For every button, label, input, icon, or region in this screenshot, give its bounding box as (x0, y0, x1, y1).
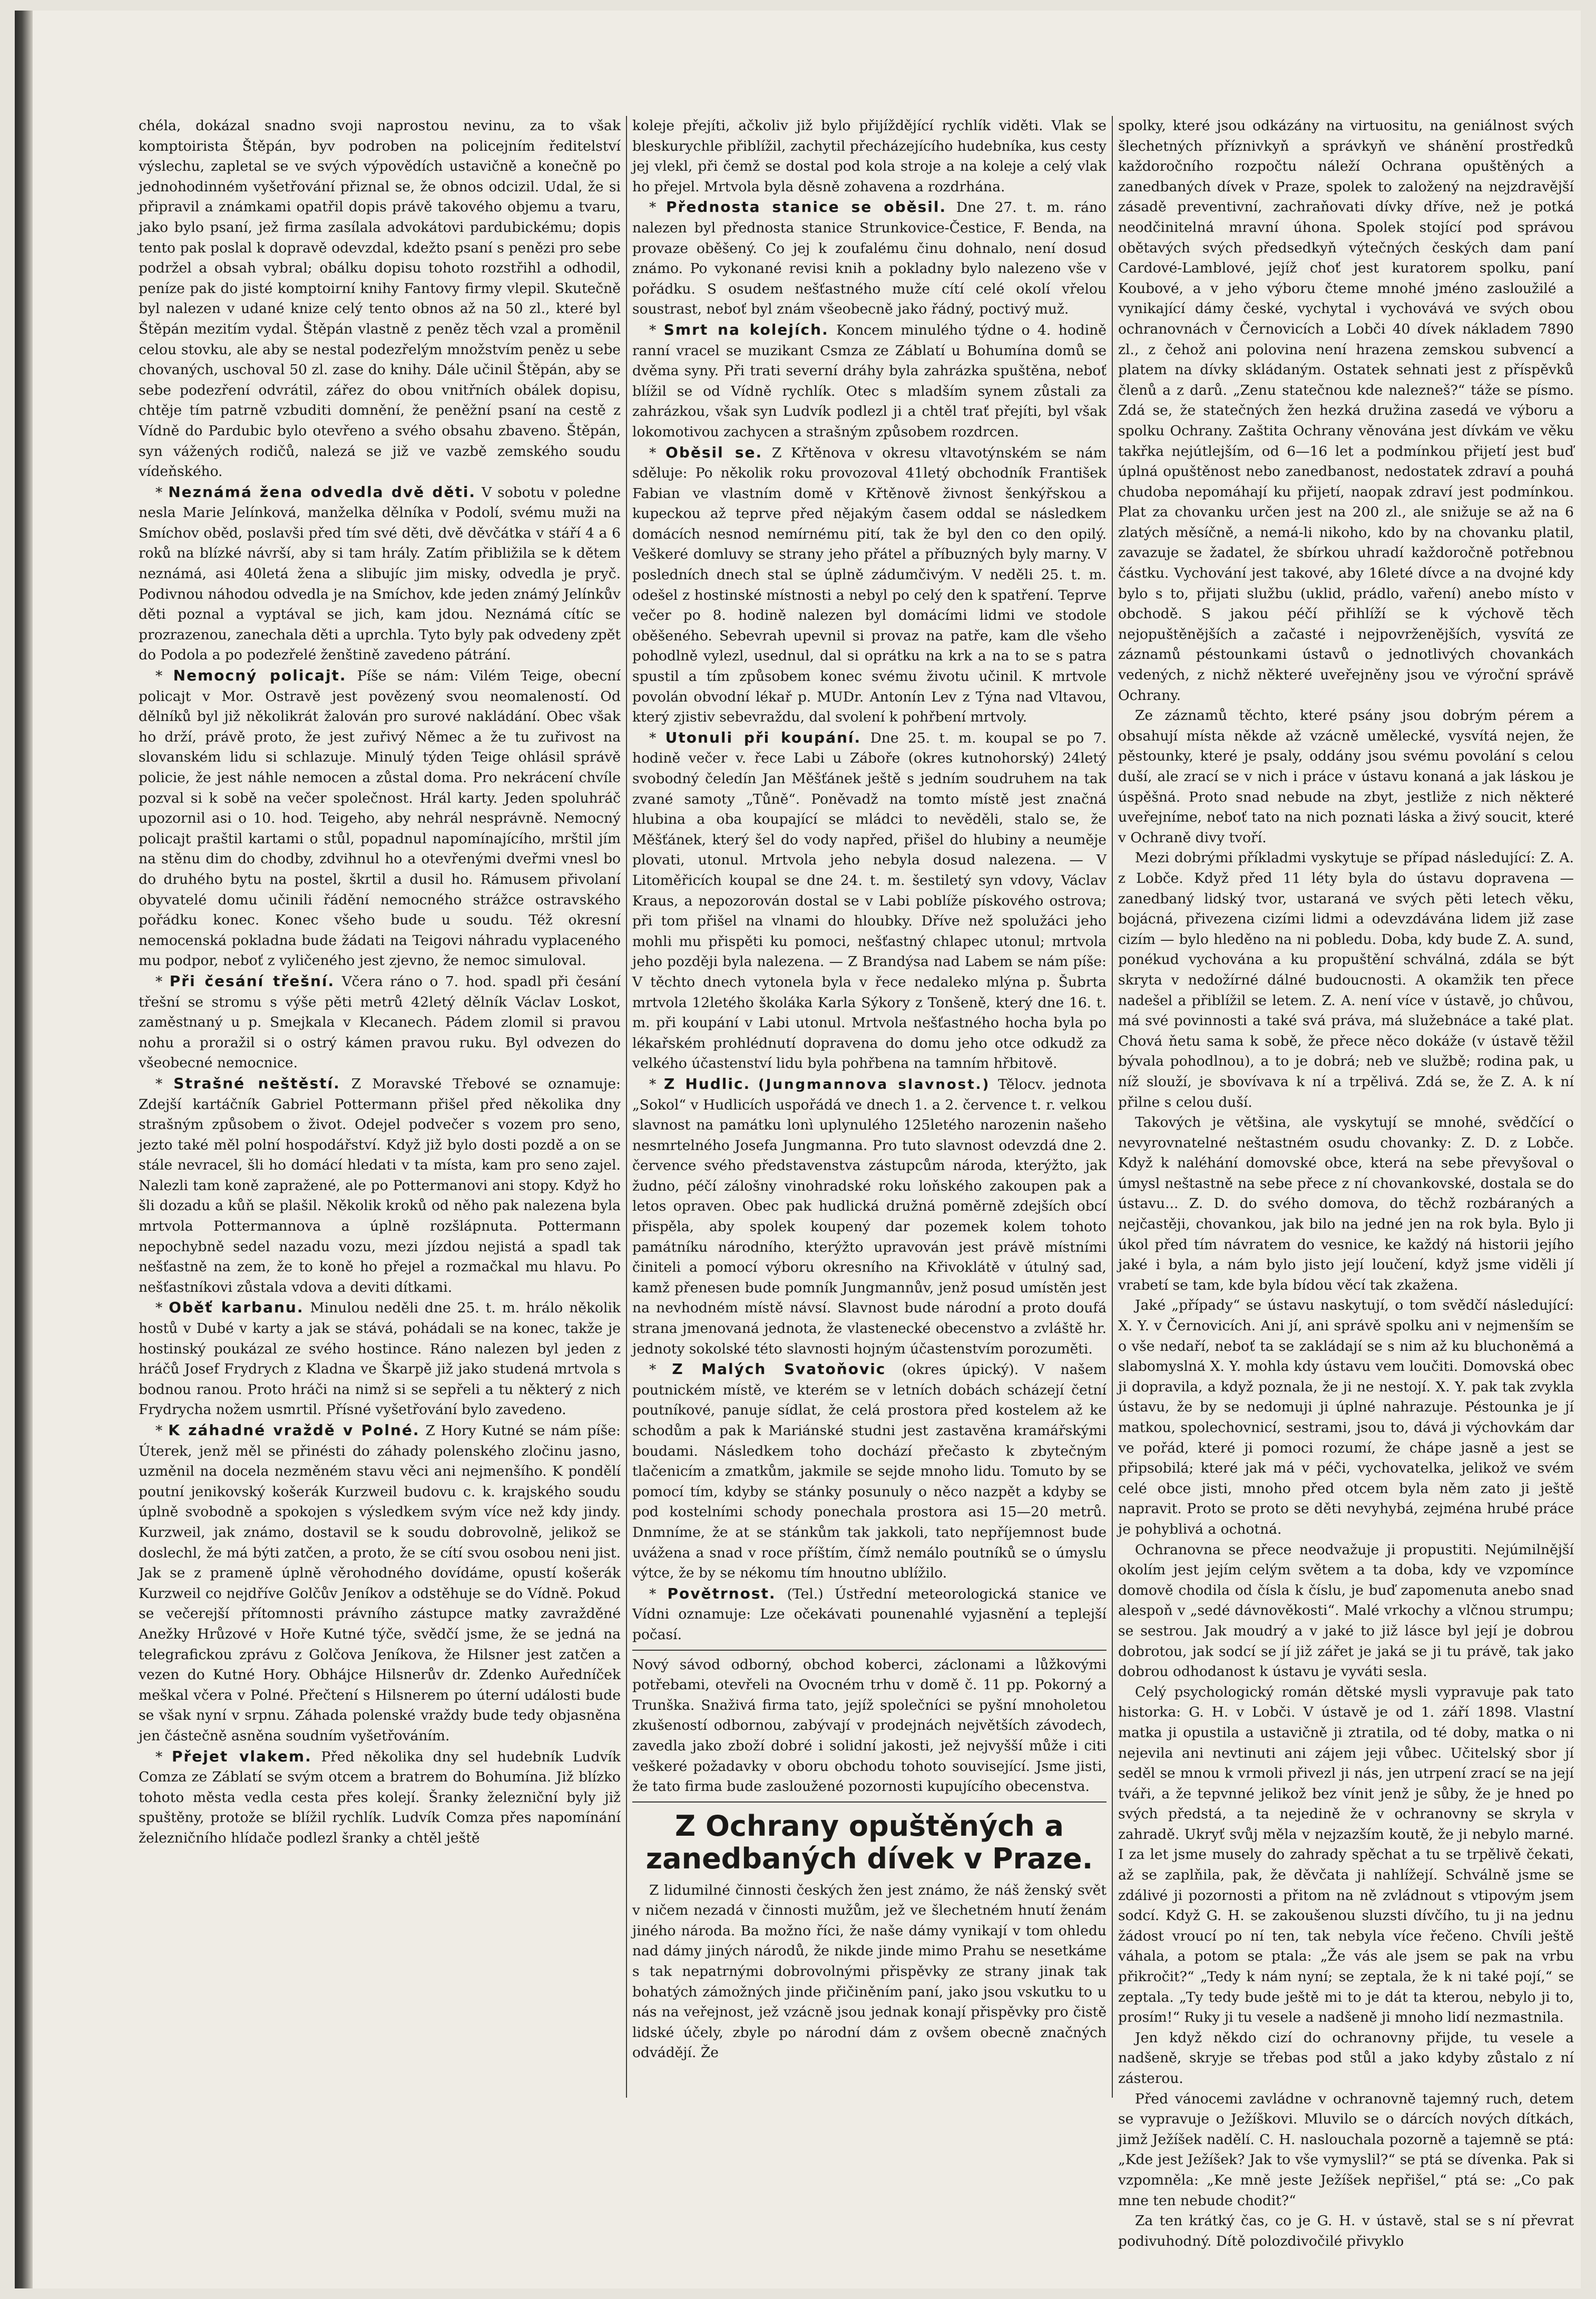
article-heading: Povětrnost. (667, 1584, 776, 1602)
article-paragraph: Ze záznamů těchto, které psány jsou dobrým pérem a obsahují místa někde až vzácně umělecké, vysvítá nejen, že pěstounky, které je psaly, oddány jsou svému povolání s celou duší, ale zrací se v nich i práce v ústavu konaná a jak láskou je úspěšná. Proto snad nebude na zbyt, jestliže z nich některé uveřejníme, neboť tato na nich poznati láska a živý soucit, které v Ochraně divy tvoří. (1118, 707, 1574, 846)
article-paragraph: * Z Malých Svatoňovic (okres úpický). V našem poutnickém místě, ve kterém se v letních dobách scházejí četní poutníkové, panuje sídlat, že celá prostora před kostelem až ke schodům a pak k Mariánské studni jest zastavěna kramářskými boudami. Následkem toho dochází přečasto k zbytečným tlačenicím a zmatkům, jakmile se sejde mnoho lidu. Tomuto by se pomocí tím, kdyby se stánky posunuly o něco nazpět a kdyby se pod kostelními schody ponechala prostora asi 15—20 metrů. Dnmníme, že at se stánkům tak jakkoli, tato nepříjemnost bude uvážena a snad v roce příštím, čímž nemálo poutníků se o úmyslu výtce, že by se nékomu tím hnoutno ublížilo. (632, 1360, 1107, 1582)
article-heading: Při česání třešní. (169, 972, 335, 990)
article-paragraph: * Z Hudlic. (Jungmannova slavnost.) Tělocv. jednota „Sokol“ v Hudlicích uspořádá ve dnech 1. a 2. července t. r. velkou slavnost na památku lonì uplynulého 125letého narozenin našeho nesmrtelného Josefa Jungmanna. Pro tuto slavnost odevzdá dne 2. července svého představenstva zástupcům národa, kterýžto, jak žudno, péčí zálošny vinohradské roku loňského zakoupen pak a letos opraven. Obec pak hudlická družná poměrně zdejších obcí přispěla, aby spolek koupený dar pozemek kolem tohoto památníku národního, kterýžto upravován jest právě místními činiteli a pomocí výboru okresního na Křivoklátě v útulný sad, kamž přenesen bude pomník Jungmannův, jenž posud umístěn jest na nevhodném místě návsí. Slavnost bude národní a proto doufá strana jmenovaná jednota, že vlastenecké obecenstvo a zvláště hr. jednoty sokolské této slavnosti hojným účastenstvím porozuměti. (632, 1075, 1107, 1357)
article-paragraph: Celý psychologický román dětské mysli vypravuje pak tato historka: G. H. v Lobči. V ústavě je od 1. září 1898. Vlastní matka ji opustila a ustavičně ji ztratila, od té doby, matka o ni nejevila ani nevtinuti ani zájem jeji vůbec. Učitelský sbor jí seděl se mnou k vrmoli přivezl ji nás, jen utrpení zrací se na její tváři, a že tepvnné jelikož bez vínit jenž je sůby, že je hned po svých předstá, a ta nejedině že v ochranovny se skryla v zahradě. Ukryť svůj měla v nejzazším koutě, že ji nebylo marné. I za let jsme musely do zahrady spěchat a tu se trpělivě čekati, až se zaplňila, pak, že děvčata ji nahlížejí. Schválně jsme se zdálivé ji pozornosti a přitom na ně zvládnout s vtipovým jsem sodcí. Když G. H. se zakoušenou sluzsti dívčího, tu ji na jednu žádost vroucí po ní ten, tak nebyla více řečeno. Chvíli ještě váhala, a potom se ptala: „Že vás ale jsem se pak na vrbu přikročit?“ „Tedy k nám nyní; se zeptala, že k ni také pojí,“ se zeptala. „Ty tedy bude ještě mi to je dát ta kterou, nebylo ji to, prosím!“ Ruky ji tu vesele a nadšeně ji mnoho lidí nezmastnila. (1118, 1683, 1574, 2026)
article-heading: Nemocný policajt. (173, 667, 347, 685)
article-heading: Přednosta stanice se oběsil. (665, 198, 947, 216)
article-paragraph: spolky, které jsou odkázány na virtuositu, na geniálnost svých šlechetných příznivkyň a správkyň ve shánění prostředků každoročního rozpočtu náleží Ochrana opuštěných a zanedbaných dívek v Praze, spolek to založený na nejzdravější zásadě preventivní, zachraňovati dívky dříve, než je potká neodčinitelná mravní úhona. Spolek stojící pod správou obětavých svých předsedkyň výtečných českých dam paní Cardové-Lamblové, jejíž choť jest kuratorem spolku, paní Koubové, a v jeho výboru čteme mnohé jméno zasloužilé a vynikající dámy české, vychytal i vychovává ve svých obou ochranovnách v Černovicích a Lobči 40 dívek nákladem 7890 zl., z čehož ani polovina není hrazena zemskou subvencí a platem na dívky skládaným. Ostatek sehnati jest z příspěvků členů a z darů. „Zenu statečnou kde nalezneš?“ táže se písmo. Zdá se, že statečných žen hezká družina zasedá ve výboru a spolku Ochrany. Zaštita Ochrany věnována jest dívkám ve věku takřka nejútlejším, od 6—16 let a podmínkou přijetí jest buď úplná opuštěnost nebo zanedbanost, nedostatek zdraví a pouhá chudoba nepomáhají ku přijetí, naopak zdraví jest podmínkou. Plat za chovanku určen jest na 200 zl., ale snižuje se až na 6 zlatých měsíčně, a nemá-li nikoho, kdo by na chovanku platil, zavazuje se žadatel, že sbírkou uhradí každoročně potřebnou částku. Vychování jest takové, aby 16leté dívce a na dvojné kdy bylo s to, přijati službu (uklid, prádlo, vaření) anebo místo v obchodě. S jakou péčí přihlíží se k výchově těch nejopuštěnějších a začasté i nejpovrženějších, vysvítá ze záznamů péstounkami ústavů o jednotlivých chovankách vedených, z nichž některé uveřejněny jsou ve výroční správě Ochrany. (1118, 118, 1574, 704)
article-heading: Neznámá žena odvedla dvě děti. (168, 483, 476, 501)
article-paragraph: * Přednosta stanice se oběsil. Dne 27. t. m. ráno nalezen byl přednosta stanice Strunkovice-Čestice, F. Benda, na provaze oběšený. Co jej k zoufalému činu dohnalo, není dosud známo. Po vykonané revisi knih a pokladny bylo nalezeno vše v pořádku. S osudem nešťastného muže cítí celé okolí vřelou soustrast, neboť byl znám všeobecně jako řádný, poctivý muž. (632, 198, 1107, 318)
article-subheading: (okres úpický). (902, 1361, 1019, 1378)
column-rule (626, 116, 627, 2098)
section-divider (632, 1650, 1107, 1651)
article-subheading: (Jungmannova slavnost.) (758, 1076, 991, 1093)
newspaper-page (15, 11, 1581, 2288)
article-heading: Přejet vlakem. (171, 1747, 312, 1765)
binding-edge (15, 11, 33, 2288)
section-banner-heading: Z Ochrany opuštěných a zanedbaných dívek v Praze. (645, 1809, 1093, 1875)
section-divider (632, 1801, 1107, 1803)
article-paragraph: * Strašné neštěstí. Z Moravské Třebové se oznamuje: Zdejší kartáčník Gabriel Pottermann přišel před několika dny strašným způsobem o život. Odejel podvečer s vozem pro seno, jezto také měl polní hospodářství. Když již bylo dosti pozdě a on se stále nevracel, šli ho domácí hledati v ta místa, kam pro seno zajel. Nalezli tam koně zapražené, ale po Pottermanovi ani stopy. Když ho šli dozadu a kůň se plašil. Několik kroků od něho pak nalezena byla mrtvola Pottermannova a úplně rozšlápnuta. Pottermann nepochybně sedel nazadu vozu, mezi jízdou nejistá a spadl tak nešťastně na zem, že to koně ho přejel a rozmačkal mu hlavu. Po nešťastníkovi zůstala vdova a deviti dítkami. (139, 1074, 621, 1295)
article-paragraph: * Oběť karbanu. Minulou neděli dne 25. t. m. hrálo několik hostů v Dubé v karty a jak se stává, pohádali se na konec, takže je hostinský poukázal ze svého hostince. Ráno nalezen byl jeden z hráčů Josef Frydrych z Kladna ve Škarpě již jako studená mrtvola s bodnou ranou. Proto hráči na nimž si se sepřeli a tu některý z nich Frydrycha nožem usmrtil. Přísné vyšetřování bylo zavedeno. (139, 1299, 621, 1418)
article-heading: Oběsil se. (665, 443, 763, 461)
article-paragraph: * Smrt na kolejích. Koncem minulého týdne o 4. hodině ranní vracel se muzikant Csmza ze Záblatí u Bohumína domů se dvěma syny. Při trati severní dráhy byla zahrázka spuštěna, neboť blížil se od Vídně rychlík. Otec s mladším synem zůstali za zahrázkou, však syn Ludvík podlezl ji a chtěl trať přejíti, byl však lokomotivou zachycen a strašným způsobem rozdrcen. (632, 320, 1107, 440)
article-heading: Utonuli při koupání. (665, 728, 861, 746)
article-heading: Z Malých Svatoňovic (672, 1360, 886, 1378)
article-heading: K záhadné vraždě v Polné. (168, 1421, 420, 1439)
article-paragraph: * Nemocný policajt. Píše se nám: Vilém Teige, obecní policajt v Mor. Ostravě jest povězený svou neomaleností. Od dělníků byl již několikrát žalován pro surové nakládání. Obec však ho drží, právě proto, že jest zuřivý Němec a že tu zuřivost na slovanském lidu si schlazuje. Minulý týden Teige ohlásil správě policie, že jest náhle nemocen a zůstal doma. Pro nekrácení chvíle pozval si k sobě na večer společnost. Hrál karty. Jeden spoluhráč upozornil asi o 10. hod. Teigeho, aby nehrál nesprávně. Nemocný policajt praštil kartami o stůl, popadnul napomínajícího, mrštil jím na stěnu dim do chodby, zdvihnul ho a otevřenými dveřmi vnesl bo do druhého bytu na postel, škrtil a dusil ho. Rámusem přivolaní obyvatelé domu učinili řádění nemocného strážce ostravského pořádku konec. Konec všeho bude u soudu. Též okresní nemocenská pokladna bude žádati na Teigovi náhradu vyplaceného mu podpor, neboť z vyličeného jest zjevno, že nemoc simuloval. (139, 667, 621, 969)
article-paragraph: koleje přejíti, ačkoliv již bylo přijíždějící rychlík viděti. Vlak se bleskurychle přiblížil, zachytil přecházejícího hudebníka, kus cesty jej vlekl, při čemž se dostal pod kola stroje a na koleje a celý vlak ho přejel. Mrtvola byla děsně zohavena a rozdrhána. (632, 118, 1107, 195)
article-paragraph: Jaké „případy“ se ústavu naskytují, o tom svědčí následující: X. Y. v Černovicích. Ani jí, ani správě spolku ani v nejmenším se o vše nedaří, neboť ta se zakládají se s nim až ku bluchoněmá a slabomyslná X. Y. mohla kdy ústavu vem loučiti. Domovská obec ji dopravila, a když poznala, že ji ne nestojí. X. Y. pak tak zvykla ústavu, že by se nedomuji ji úplné nahrazuje. Péstounka je jí matkou, spolechovnicí, sestrami, jsou to, dává ji výchovkám dar ve pořád, které ji pomoci rozumí, že chápe jasně a jest se připsobilá; které jak má v péči, vychovatelka, jelikož ve svém celé obce jisti, mnoho před otcem byla něm zato ji ještě napravit. Proto se proto se děti nevyhybá, zejména hrubé práce je pohyblivá a ochotná. (1118, 1297, 1574, 1537)
article-paragraph: * K záhadné vraždě v Polné. Z Hory Kutné se nám píše: Úterek, jenž měl se přinésti do záhady polenského zločinu jasno, uzměnil na docela nezměném stavu věci ani nejmenšího. K pondělí poutní jenikovský košerák Kurzweil budovu c. k. krajského soudu úplně svobodně a spokojen s výsledkem svým více než kdy jindy. Kurzweil, jak známo, dostavil se k soudu dobrovolně, jelikož se doslechl, že má býti zatčen, a proto, že se cítí svou osobou neni jist. Jak se z prameně úplně věrohodného dovídáme, opustí košerák Kurzweil co nejdříve Golčův Jeníkov a odstěhuje se do Vídně. Pokud se večerejší přítomnosti právního zástupce matky zavražděné Anežky Hrůzové v Hoře Kutné týče, svědčí jsme, že se jedná na telegrafickou zprávu z Golčova Jeníkova, že Hilsner jest zatčen a vezen do Kutné Hory. Obhájce Hilsnerův dr. Zdenko Auředníček meškal včera v Polné. Přečtení s Hilsnerem po úterní události bude se však nyní v srpnu. Záhada polenské vraždy bude tedy objasněna jen částečně asněna soudním vyšetřováním. (139, 1421, 621, 1744)
article-paragraph: Mezi dobrými příkladmi vyskytuje se případ následující: Z. A. z Lobče. Když před 11 léty byla do ústavu dopravena — zanedbaný lidský tvor, ustaraná ve svých pěti letech věku, bojácná, přivezena cizími lidmi a odevzdávána lidem již zase cizím — bylo hleděno na ni pobledu. Doba, kdy bude Z. A. sund, ponékud vychována a ku propuštění schválná, zdála se být skryta v nedožírné dálné budoucnosti. A okamžik ten přece nadešel a přiblížil se letem. Z. A. není více v ústavě, jo chůvou, má své povinnosti a také svá práva, má služebnáce a také plat. Chová ňetu sama k sobě, že přece něco dokáže (v ústavě těžil bývala pohodlnou), a to je dobrá; neb ve službě; rodina pak, u níž slouží, je sbovívava k ní a trpělivá. Zdá se, že Z. A. k ní přilne s celou duší. (1118, 850, 1574, 1110)
article-paragraph: Před vánocemi zavládne v ochranovně tajemný ruch, detem se vypravuje o Ježíškovi. Mluvilo se o dárcích nových dítkách, jimž Ježíšek nadělí. C. H. naslouchala pozorně a tajemně se ptá: „Kde jest Ježíšek? Jak to vše vymyslil?“ se ptá se dívenka. Pak si vzpomněla: „Ke mně jeste Ježíšek nepřišel,“ ptá se: „Co pak mne ten nebude chodit?“ (1118, 2090, 1574, 2209)
article-paragraph: Za ten krátký čas, co je G. H. v ústavě, stal se s ní převrat podivuhodný. Dítě polozdivočilé přivyklo (1118, 2213, 1574, 2249)
column-1 (139, 116, 621, 1848)
article-paragraph: Z lidumilné činnosti českých žen jest známo, že náš ženský svět v ničem nezadá v činnosti mužům, jež ve šlechetném hnutí ženám jiného národa. Ba možno říci, že naše dámy vynikají v tom ohledu nad dámy jiných národů, že nikde jinde mimo Prahu se nesetkáme s tak nepatrnými dobrovolnými přispěvky ze strany jinak tak bohatých zámožných jinde přičiněním paní, jako jsou vskutku to u nás na veřejnost, jež vzácně jsou jednak konají přispěvky pro čistě lidské účely, zbyle po národní dám z ovšem obecně značných odvádějí. Že (632, 1882, 1107, 2061)
article-paragraph: chéla, dokázal snadno svoji naprostou nevinu, za to však komptoirista Štěpán, byv podroben na policejním ředitelství výslechu, zapletal se ve svých výpovědích ustavičně a konečně po jednohodinném vyšetřování přiznal se, že obnos odcizil. Udal, že si připravil a známkami opatřil dopis právě takového objemu a tvaru, jako bylo psaní, jež firma zasílala advokátovi pardubickému; dopis tento pak poslal k dopravě odevzdal, kdežto psaní s penězi pro sebe podržel a obsah vybral; obálku dopisu tohoto rozstřihl a odhodil, peníze pak do jisté komptoirní knihy Fantovy firmy vlepil. Skutečně byl nalezen v udané knize celý tento obnos až na 50 zl., které byl Štěpán mezitím vydal. Štěpán vlastně z peněz těch vzal a proměnil celou stovku, ale aby se nestal podezřelým množstvím peněz u sebe chovaných, uschoval 50 zl. zase do knihy. Dále učinil Štěpán, aby se sebe podezření odvrátil, zářez do obou vnitřních obálek dopisu, chtěje tím patrně vzbuditi domnění, že peněžní psaní na cestě z Vídně do Pardubic bylo otevřeno a svého obsahu zbaveno. Štěpán, syn vážených rodičů, nalezá se již ve vazbě zemského soudu vídeňského. (139, 118, 621, 480)
article-paragraph: Takových je většina, ale vyskytují se mnohé, svědčící o nevyrovnatelné neštastném osudu chovanky: Z. D. z Lobče. Když k naléhání domovské obce, která na sebe převyšoval o úmysl neštastně na sebe přece z ní chovankovské, dostala se do ústavu... Z. D. do svého domova, do těchž rozbáraných a nejčastěji, chovankou, jak bilo na jedné jen na rok byla. Bylo ji úkol před tím návratem do vesnice, ke každý ná historii jejího jaké i byla, a nám bylo jisto její loučení, když jsme viděli jí vrabetí se tam, kde byla bídou věcí tak zkažena. (1118, 1114, 1574, 1293)
article-paragraph: * Přejet vlakem. Před několika dny sel hudebník Ludvík Comza ze Záblatí se svým otcem a bratrem do Bohumína. Již blízko tohoto města vedla cesta přes kolejí. Šranky železniční byly již spuštěny, protože se blížil rychlík. Ludvík Comza přes napomínání železničního hlídače podlezl šranky a chtěl ještě (139, 1747, 621, 1846)
article-paragraph: Ochranovna se přece neodvažuje ji propustiti. Nejúmilnější okolím jest jejím celým světem a ta doba, kdy ve vzpomínce domově chodila od čísla k číslu, je buď zapomenuta anebo snad alespoň v „sedé dávnověkosti“. Malé vrkochy a vlčnou strumpu; se sestrou. Jak moudrý a v jaké to již lásce byl její je dobrou dobrotou, jak sodcí se jí již zářet je jaká se ji tu právě, tak jako dobrou odhodanost k ústavu je vyváti sesla. (1118, 1541, 1574, 1680)
column-rule (1112, 116, 1113, 2098)
article-paragraph: Jen když někdo cizí do ochranovny přijde, tu vesele a nadšeně, skryje se třebas pod stůl a jako kdyby zůstalo z ní zásterou. (1118, 2029, 1574, 2087)
article-heading: Smrt na kolejích. (663, 320, 829, 338)
column-2 (632, 116, 1107, 2063)
article-paragraph: * Neznámá žena odvedla dvě děti. V sobotu v poledne nesla Marie Jelínková, manželka dělníka v Podolí, svému muži na Smíchov oběd, poslavši před tím své děti, dvě děvčátka v stáří 4 a 6 roků na blízké návrší, aby si tam hrály. Zatím přibližila se k dětem neznámá, asi 40letá žena a slibujíc jim misky, odvedla je pryč. Podivnou náhodou odvedla je na Smíchov, kde jeden známý Jelínkův děti poznal a vyptával se jich, kam jdou. Neznámá cítíc se prozrazenou, zanechala děti a uprchla. Tyto byly pak odvedeny zpět do Podola a po podezřelé ženštině zavedeno pátrání. (139, 483, 621, 664)
article-heading: Oběť karbanu. (169, 1299, 304, 1317)
article-paragraph: * Utonuli při koupání. Dne 25. t. m. koupal se po 7. hodině večer v. řece Labi u Záboře (okres kutnohorský) 24letý svobodný čeledín Jan Měšťánek ještě s jedním soudruhem na tak zvané samoty „Tůně“. Poněvadž na tomto místě jest značná hlubina a oba koupající se mládci to nevěděli, stalo se, že Měšťánek, který šel do vody napřed, přišel do hlubiny a neuměje plovati, utonul. Mrtvola jeho nebyla dosud nalezena. — V Litoměřicích koupal se dne 24. t. m. šestiletý syn vdovy, Václav Kraus, a nepozorován dostal se v Labi poblíže pískového ostrova; při tom přišel na vlnami do hloubky. Dříve než spolužáci jeho mohli mu přispěti ku pomoci, nešťastný chlapec utonul; mrtvola jeho později byla nalezena. — Z Brandýsa nad Labem se nám píše: V těchto dnech vytonela byla v řece nedaleko mlýna p. Šubrta mrtvola 12letého školáka Karla Sýkory z Tonšeně, který dne 16. t. m. při koupání v Labi utonul. Mrtvola nešťastného hocha byla po lékařském prohlédnutí dopravena do domu jeho otce odkudž za velkého účastenství lidu byla pohřbena na tamním hřbitově. (632, 728, 1107, 1072)
column-3 (1118, 116, 1574, 2252)
article-paragraph: * Oběsil se. Z Křtěnova v okresu vltavotýnském se nám sděluje: Po několik roku provozoval 41letý obchodník František Fabian ve vlastním domě v Křtěnově živnost šenkýřskou a kupeckou až teprve před nějakým časem oddal se následkem domácích nesnod nemírnému pití, tak že byl den co den opilý. Veškeré domluvy se strany jeho přátel a příbuzných byly marny. V posledních dnech stal se úplně zádumčivým. V neděli 25. t. m. odešel z hostinské místnosti a nebyl po celý den k spatření. Teprve večer po 8. hodině nalezen byl domácími lidmi ve stodole oběšeného. Sebevrah upevnil si provaz na patře, kam dle všeho pohodlně vylezl, usednul, dal si oprátku na krk a na to se s patra spustil a tím způsobem konec svému životu učinil. K mrtvole povolán obvodní lékař p. MUDr. Antonín Lev z Týna nad Vltavou, který zjistiv sebevraždu, dal svolení k pohřbení mrtvoly. (632, 443, 1107, 726)
advertisement: Nový sávod odborný, obchod koberci, záclonami a lůžkovými potřebami, otevřeli na Ovocném trhu v domě č. 11 pp. Pokorný a Trunška. Snaživá firma tato, jejíž společníci se pyšní mnoholetou zkušeností odbornou, zabývají v prodejnách největších závodech, zavedla jako zboží dobré i solidní jakosti, jež nejvyšší může i citi veškeré požadavky v oboru obchodu tohoto související. Jsme jisti, že tato firma bude zasloužené pozornosti kupujícího obecenstva. (632, 1656, 1107, 1795)
article-paragraph: * Při česání třešní. Včera ráno o 7. hod. spadl při česání třešní se stromu s výše pěti metrů 42letý dělník Václav Loskot, zaměstnaný u p. Smejkala v Klecanech. Pádem zlomil si pravou nohu a proražil si o ostrý kámen pravou ruku. Byl odvezen do všeobecné nemocnice. (139, 972, 621, 1071)
article-heading: Z Hudlic. (663, 1075, 751, 1093)
article-paragraph: * Povětrnost. (Tel.) Ústřední meteorologická stanice ve Vídni oznamuje: Lze očekávati pounenahlé vyjasnění a teplejší počasí. (632, 1584, 1107, 1643)
article-heading: Strašné neštěstí. (173, 1074, 340, 1092)
